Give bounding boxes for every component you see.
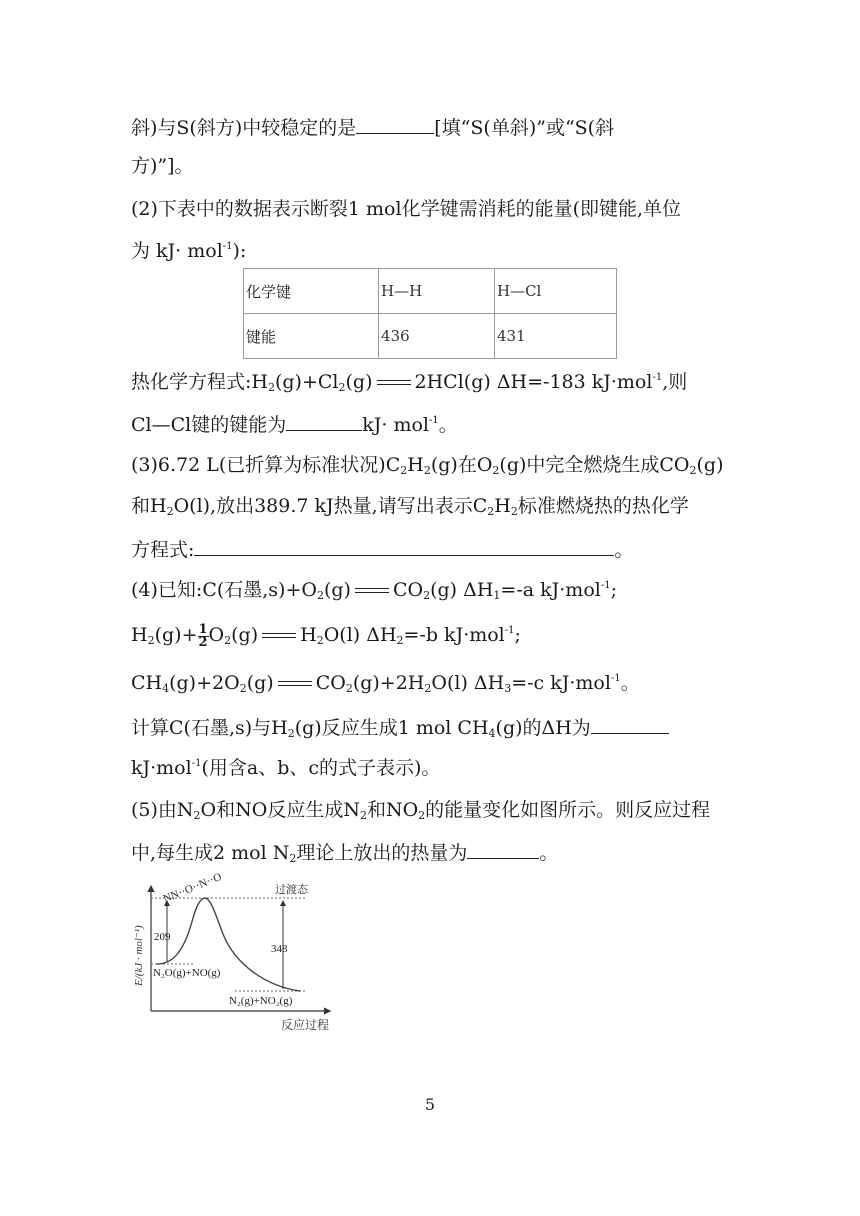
text-line-7: (3)6.72 L(已折算为标准状况)$C_2H_2(g)$在$O_2(g)$中完全燃烧生成$CO_2(g)$ <box>131 454 724 477</box>
answer-blank[interactable] <box>591 713 669 734</box>
text-line-1: 斜)与S(斜方)中较稳定的是 [填“S(单斜)”或“S(斜 <box>131 113 614 141</box>
text-line-9: 方程式: 。 <box>131 535 633 563</box>
table-cell: H—Cl <box>495 269 617 314</box>
text-line-16: 中,每生成2 mol $N_2$理论上放出的热量为 。 <box>131 838 558 866</box>
bond-energy-table <box>243 268 617 359</box>
text-line-6: Cl—Cl键的键能为 kJ· mol$^{-1}$。 <box>131 410 458 438</box>
reactants-label: N₂O(g)+NO(g) <box>153 967 221 979</box>
reverse-barrier-value: 348 <box>271 943 288 955</box>
page-number: 5 <box>424 1095 436 1114</box>
text-line-3: (2)下表中的数据表示断裂1 mol化学键需消耗的能量(即键能,单位 <box>131 198 682 220</box>
table-cell: 431 <box>495 314 617 359</box>
barrier-value: 209 <box>154 931 171 943</box>
y-axis-label: E/(kJ · mol⁻¹) <box>133 925 145 986</box>
answer-blank[interactable] <box>356 113 434 134</box>
table-row <box>244 269 617 314</box>
equals-sign <box>262 631 296 641</box>
table-cell: 化学键 <box>244 269 379 314</box>
table-cell: 键能 <box>244 314 379 359</box>
answer-blank[interactable] <box>467 838 539 859</box>
equals-sign <box>377 378 411 388</box>
text-line-10: (4)已知:C(石墨$,s)+O_2(g)$ $CO_2(g)$ $\Delta H_1=-a$ kJ·mol$^{-1}$; <box>131 579 617 602</box>
table-cell: 436 <box>379 314 495 359</box>
text-line-15: (5)由$N_2O$和NO反应生成$N_2$和$NO_2$的能量变化如图所示。则反应过程 <box>131 799 711 822</box>
text-line-2: 方)”]。 <box>131 155 194 177</box>
text-line-14: kJ·mol$^{-1}$(用含a、b、c的式子表示)。 <box>131 757 441 779</box>
table-cell: H—H <box>379 269 495 314</box>
text-line-4: 为 kJ· mol$^{-1}$): <box>131 240 247 262</box>
text-line-5: 热化学方程式$:H_2(g)+Cl_2(g)$ 2HCl(g) ΔH=-183 kJ·mol$^{-1}$,则 <box>131 371 688 394</box>
equals-sign <box>355 586 389 596</box>
x-axis-label: 反应过程 <box>281 1018 330 1032</box>
text-line-12: $CH_4(g)+2O_2(g)$ $CO_2(g)+2H_2O(l)$ $\Delta H_3=-c$ kJ·mol$^{-1}$。 <box>131 672 640 695</box>
products-label: N₂(g)+NO₂(g) <box>229 995 293 1007</box>
text-line-8: 和$H_2O(l)$,放出389.7 kJ热量,请写出表示$C_2H_2$标准燃烧热的热化学 <box>131 495 689 518</box>
text-line-13: 计算C(石墨,s)与$H_2(g)$反应生成1 mol $CH_4(g)$的ΔH为 <box>131 713 669 741</box>
energy-diagram <box>125 868 360 1038</box>
fraction: $\frac{1}{2}$ <box>198 621 208 650</box>
answer-blank[interactable] <box>194 535 614 556</box>
ts-species-label: NN··O··N··O <box>161 870 224 906</box>
transition-state-label: 过渡态 <box>275 884 308 896</box>
text-line-11: $H_2(g)+$ $\frac{1}{2}$ $O_2(g)$ $H_2O(l)$ $\Delta H_2=-b$ kJ·mol$^{-1}$; <box>131 621 521 650</box>
table-row <box>244 314 617 359</box>
answer-blank[interactable] <box>286 410 362 431</box>
equals-sign <box>278 679 312 689</box>
